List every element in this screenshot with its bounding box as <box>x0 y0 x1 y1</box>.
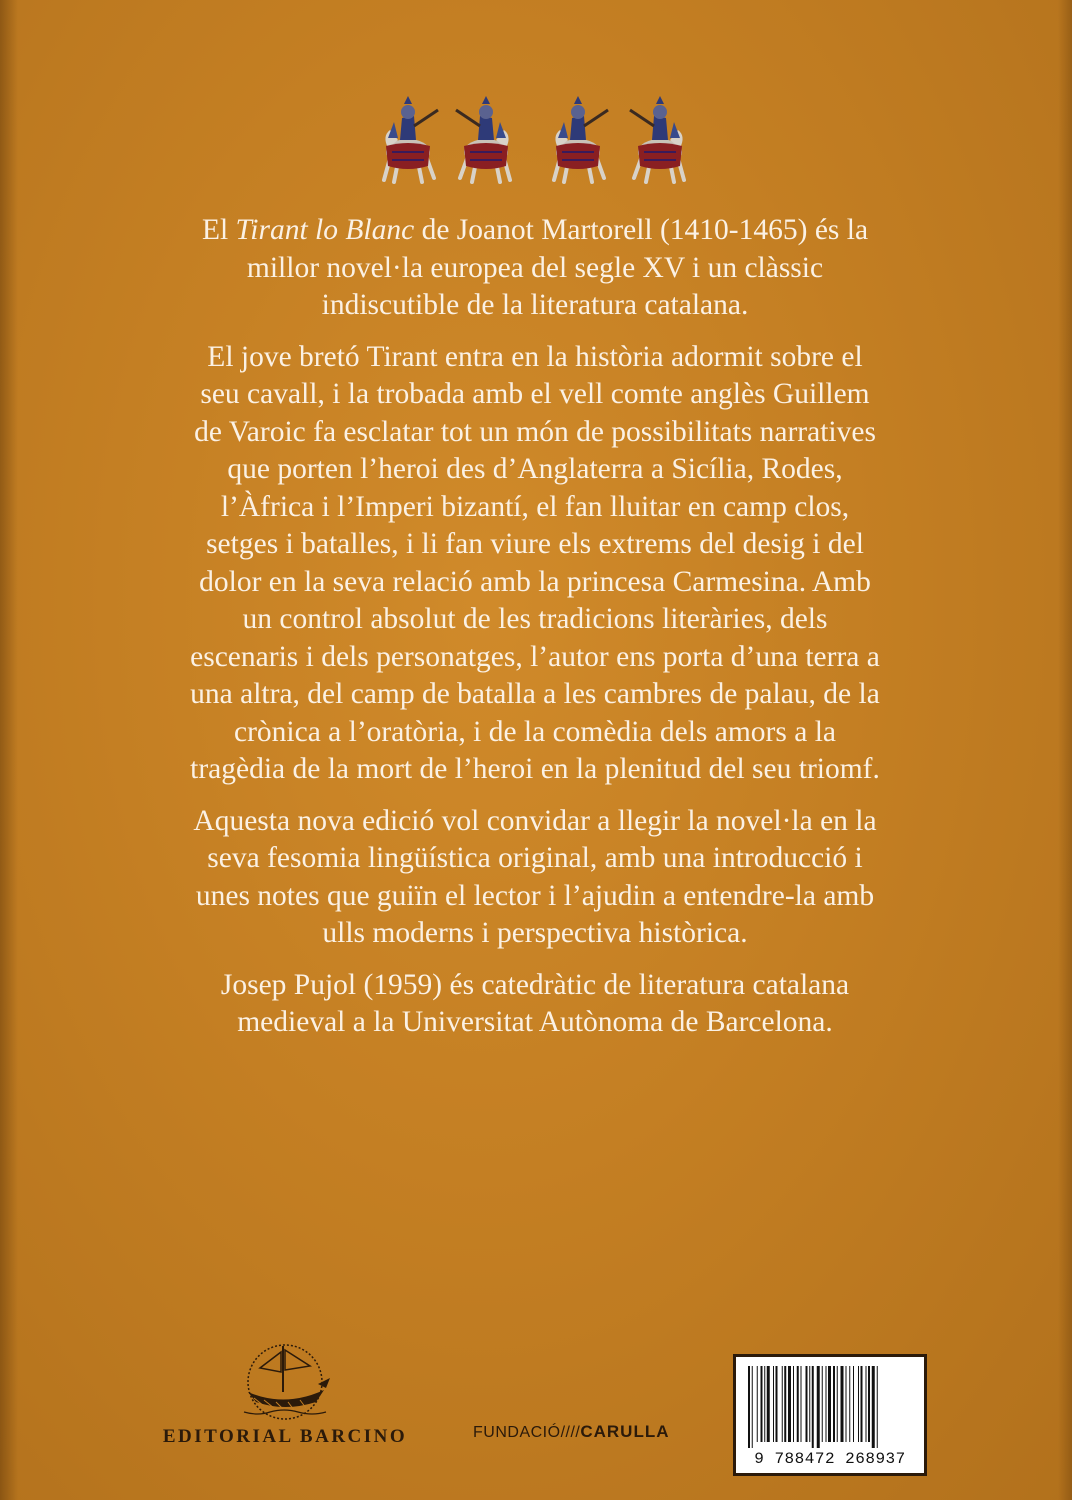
barcode-bar <box>866 1366 867 1442</box>
barcode-bar <box>877 1366 878 1448</box>
publisher-logo <box>160 1340 410 1450</box>
blurb-text <box>190 212 880 1056</box>
foundation-logo <box>473 1422 670 1442</box>
barcode-bar <box>806 1366 808 1442</box>
barcode-bar <box>853 1366 854 1442</box>
ship-logo-icon <box>230 1340 340 1422</box>
barcode-bar <box>752 1366 753 1448</box>
blurb-paragraph-edition: Aquesta nova edició vol convidar a llegir la novel·la en la seva fesomia lingüística original, amb una introducció i unes notes que guiïn el lector i l’ajudin a entendre-la amb ulls moderns i perspectiva històrica. <box>193 804 877 949</box>
jousting-knights-icon <box>378 96 694 188</box>
blurb-paragraph-synopsis: El jove bretó Tirant entra en la història adormit sobre el seu cavall, i la trobada amb el vell comte anglès Guillem de Varoic fa esclatar tot un món de possibilitats narratives que porten l’heroi des d’Anglaterra a Sicília, Rodes, l’Àfrica i l’Imperi bizantí, el fan lluitar en camp clos, setges i batalles, i li fan viure els extrems del desig i del dolor en la seva relació amb la princesa Carmesina. Amb un control absolut de les tradicions literàries, dels escenaris i dels personatges, l’autor ens porta d’una terra a una altra, del camp de batalla a les cambres de palau, de la crònica a l’oratòria, i de la comèdia dels amors a la tragèdia de la mort de l’heroi en la plenitud del seu triomf. <box>190 340 880 785</box>
barcode-bar <box>773 1366 774 1442</box>
barcode-bar <box>757 1366 758 1442</box>
barcode-bar <box>858 1366 859 1442</box>
foundation-word: FUNDACIÓ <box>473 1424 561 1441</box>
foundation-name: CARULLA <box>580 1422 670 1441</box>
barcode-bar <box>797 1366 799 1442</box>
publisher-name: EDITORIAL BARCINO <box>162 1426 408 1447</box>
blurb-paragraph-intro <box>190 212 880 325</box>
barcode-bar <box>872 1366 875 1448</box>
barcode-bar <box>776 1366 778 1442</box>
left-edge-shadow <box>0 0 18 1500</box>
barcode-bar <box>841 1366 844 1442</box>
intro-text-end: de Joanot Martorell (1410-1465) és la millor novel·la europea del segle XV i un clàssic indiscutible de la literatura catalana. <box>246 214 869 321</box>
blurb-paragraph-editor: Josep Pujol (1959) és catedràtic de literatura catalana medieval a la Universitat Autònoma de Barcelona. <box>220 968 850 1038</box>
barcode-bars <box>744 1366 916 1448</box>
barcode-bar <box>849 1366 850 1442</box>
isbn-barcode <box>733 1354 927 1476</box>
foundation-separator: //// <box>560 1424 581 1441</box>
barcode-bar <box>788 1366 791 1442</box>
barcode-bar <box>748 1366 750 1448</box>
barcode-bar <box>812 1366 814 1448</box>
barcode-bar <box>761 1366 763 1442</box>
barcode-bar <box>764 1366 765 1442</box>
barcode-bar <box>868 1366 870 1442</box>
barcode-bar <box>793 1366 794 1442</box>
barcode-bar <box>846 1366 847 1442</box>
barcode-bar <box>817 1366 820 1448</box>
barcode-bar <box>826 1366 827 1442</box>
barcode-bar <box>801 1366 802 1442</box>
barcode-bar <box>833 1366 835 1442</box>
book-title-italic: Tirant lo Blanc <box>235 214 415 246</box>
barcode-bar <box>767 1366 770 1442</box>
barcode-bar <box>809 1366 810 1442</box>
isbn-number: 9 788472 268937 <box>754 1450 906 1468</box>
barcode-bar <box>828 1366 831 1442</box>
barcode-bar <box>782 1366 783 1442</box>
intro-text-start: El <box>201 214 236 246</box>
barcode-bar <box>822 1366 823 1442</box>
barcode-bar <box>837 1366 838 1442</box>
barcode-bar <box>861 1366 863 1442</box>
barcode-bar <box>784 1366 786 1442</box>
right-edge-shadow <box>1058 0 1072 1500</box>
